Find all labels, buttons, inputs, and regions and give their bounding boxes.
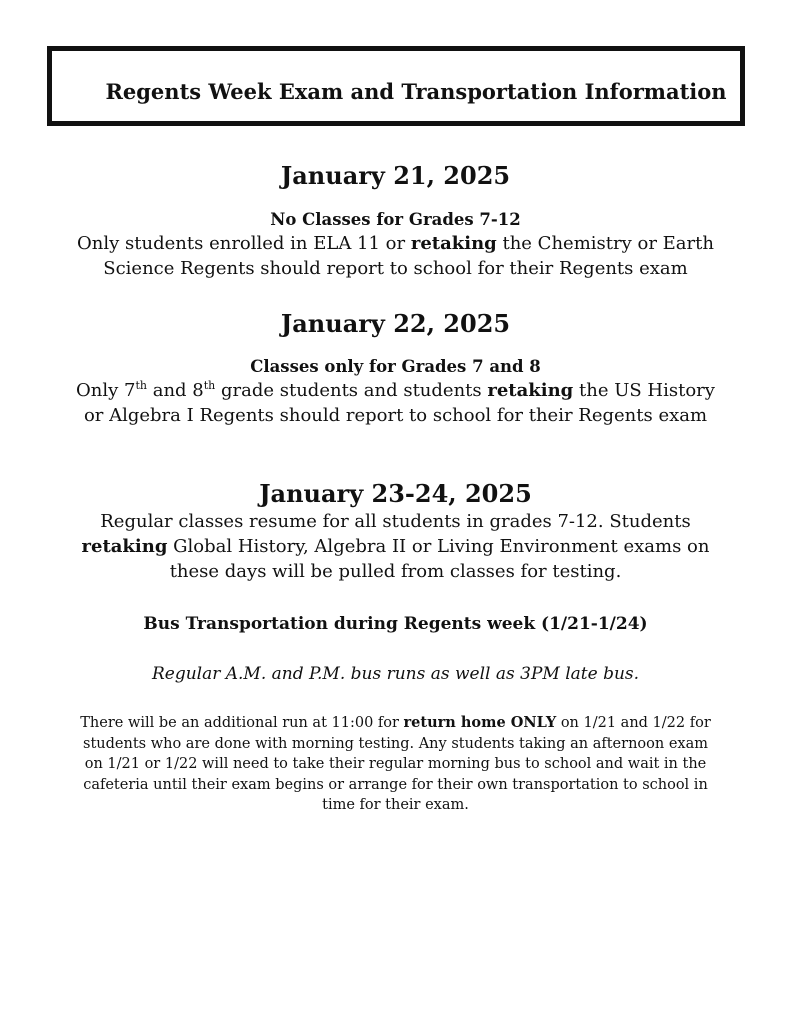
body-line: or Algebra I Regents should report to school for their Regents exam xyxy=(83,405,708,426)
subheading: Classes only for Grades 7 and 8 xyxy=(250,357,541,376)
title-box xyxy=(47,46,745,126)
bus-runs-block xyxy=(40,662,751,686)
section-jan-22-details xyxy=(40,356,751,428)
date-heading: January 21, 2025 xyxy=(280,161,511,190)
transport-notice xyxy=(30,713,761,816)
section-jan-23-24 xyxy=(40,479,751,584)
notice-line: on 1/21 or 1/22 will need to take their regular morning bus to school and wait in the xyxy=(84,756,707,772)
notice-line: There will be an additional run at 11:00 for return home ONLY on 1/21 and 1/22 for xyxy=(80,714,711,731)
subheading: No Classes for Grades 7-12 xyxy=(270,210,521,229)
body-line: these days will be pulled from classes for testing. xyxy=(169,561,622,582)
notice-line: students who are done with morning testing. Any students taking an afternoon exam xyxy=(83,735,708,752)
body-line: Regular classes resume for all students in grades 7-12. Students xyxy=(100,511,691,532)
body-line: Only students enrolled in ELA 11 or retaking the Chemistry or Earth xyxy=(77,233,714,254)
body-line: retaking Global History, Algebra II or Living Environment exams on xyxy=(81,536,710,557)
date-heading: January 22, 2025 xyxy=(280,309,511,338)
bus-runs: Regular A.M. and P.M. bus runs as well as 3PM late bus. xyxy=(151,664,640,684)
notice-line: cafeteria until their exam begins or arrange for their own transportation to school in xyxy=(83,776,708,793)
section-jan-21-details xyxy=(40,209,751,281)
body-line: Only 7th and 8th grade students and students retaking the US History xyxy=(76,379,715,401)
date-heading: January 23-24, 2025 xyxy=(259,479,532,508)
body-line: Science Regents should report to school for their Regents exam xyxy=(103,258,688,279)
bus-heading: Bus Transportation during Regents week (1/21-1/24) xyxy=(143,614,648,634)
section-jan-21 xyxy=(40,161,751,191)
section-jan-22 xyxy=(40,309,751,339)
notice-line: time for their exam. xyxy=(322,797,469,813)
bus-heading-block xyxy=(40,613,751,635)
page-title: Regents Week Exam and Transportation Information xyxy=(105,79,727,104)
